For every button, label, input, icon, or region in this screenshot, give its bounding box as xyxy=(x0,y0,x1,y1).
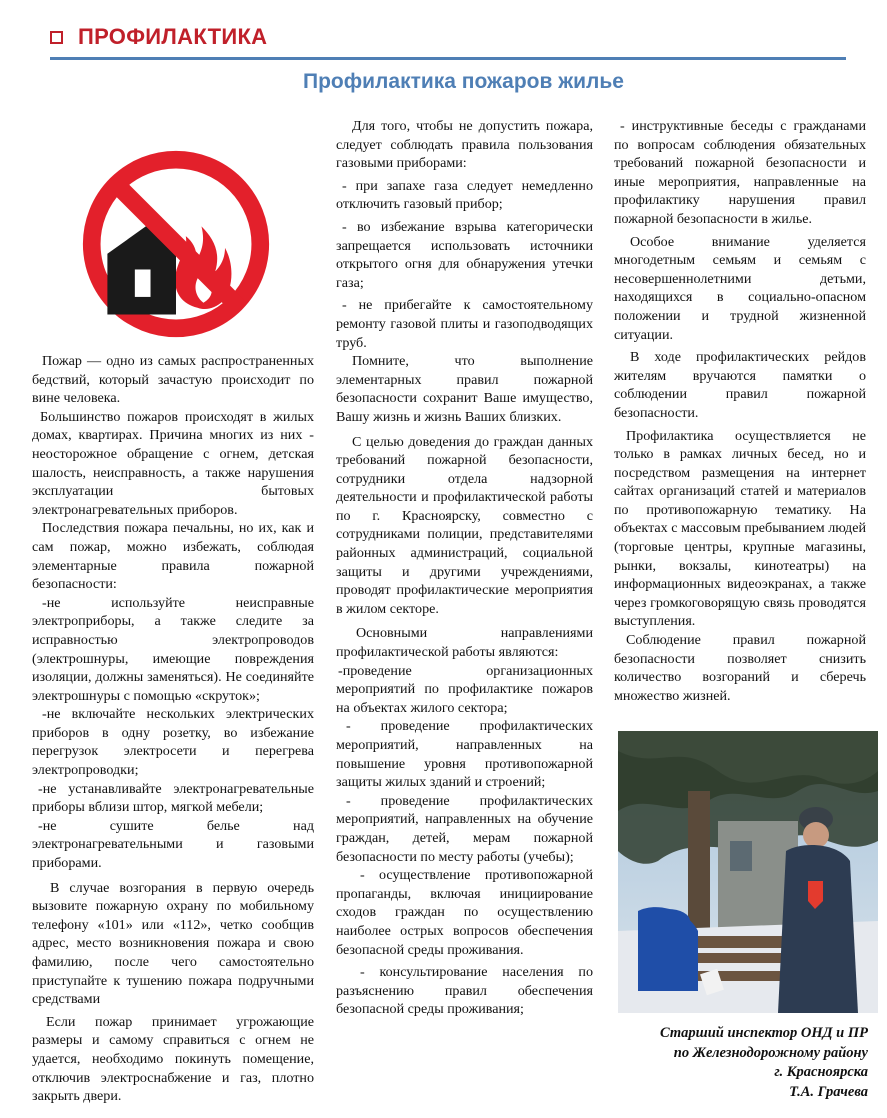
photo-caption xyxy=(600,1024,868,1102)
paragraph: - проведение профилактических мероприятий, направленных на обучение граждан, детей, мерам пожарной безопасности по месту работы (учебы); xyxy=(336,792,593,865)
paragraph: -не используйте неисправные электроприборы, а также следите за исправностью электропроводов (электрошнуры, имеющие повреждения изоляции, должны заменяться). Не соединяйте электрошнуры с помощью «скруток»; xyxy=(32,594,314,704)
paragraph: Последствия пожара печальны, но их, как и сам пожар, можно избежать, соблюдая элементарные правила пожарной безопасности: xyxy=(32,520,314,593)
paragraph: - во избежание взрыва категорически запрещается использовать источники открытого огня для обнаружения утечки газа; xyxy=(336,218,593,291)
caption-line: по Железнодорожному району xyxy=(673,1044,868,1061)
article-column-2 xyxy=(336,117,593,1019)
paragraph: - инструктивные беседы с гражданами по вопросам соблюдения обязательных требований пожарной безопасности и иные мероприятия, направленные на профилактику нарушения правил пожарной безопасности в жилье. xyxy=(614,118,866,227)
paragraph: - не прибегайте к самостоятельному ремонту газовой плиты и газоподводящих труб. xyxy=(336,297,593,351)
paragraph: Пожар — одно из самых распространенных бедствий, который зачастую происходит по вине человека. xyxy=(32,353,314,407)
paragraph: - осуществление противопожарной пропаганды, включая инициирование сходов граждан по осуществлению наиболее острых вопросов обеспечения безопасной среды проживания. xyxy=(336,867,593,958)
paragraph: Основными направлениями профилактической работы являются: xyxy=(336,625,593,661)
paragraph: Помните, что выполнение элементарных правил пожарной безопасности сохранит Ваше имущество, Вашу жизнь и жизнь Ваших близких. xyxy=(336,353,593,425)
paragraph: Если пожар принимает угрожающие размеры и самому справиться с огнем не удается, необходимо покинуть помещение, отключив электроснабжение и газ, плотно закрыть двери. xyxy=(32,1013,314,1105)
paragraph: -проведение организационных мероприятий по профилактике пожаров на объектах жилого сектора; xyxy=(336,662,593,716)
paragraph: Профилактика осуществляется не только в рамках личных бесед, но и посредством размещения на интернет сайтах организаций статей и материалов по противопожарную тематику. На объектах с массовым пребыванием людей (торговые центры, крупные магазины, рынки, вокзалы, кинотеатры) на информационных видеоэкранах, а также через громкоговорящую связь проводятся выступления. xyxy=(614,427,867,630)
paragraph: С целью доведения до граждан данных требований пожарной безопасности, сотрудники отдела надзорной деятельности и профилактической работы по г. Красноярску, совместно с сотрудниками полиции, представителями районных администраций, социальной защиты и другими учреждениями, проводят профилактические мероприятия в жилом секторе. xyxy=(336,433,593,617)
paragraph: Для того, чтобы не допустить пожара, следует соблюдать правила пользования газовыми приборами: xyxy=(336,118,593,172)
paragraph: - при запахе газа следует немедленно отключить газовый прибор; xyxy=(336,177,593,213)
paragraph: -не устанавливайте электронагревательные приборы вблизи штор, мягкой мебели; xyxy=(32,780,314,816)
paragraph: Соблюдение правил пожарной безопасности позволяет снизить количество возгораний и сберечь множество жизней. xyxy=(614,632,866,704)
paragraph: - проведение профилактических мероприятий, направленных на повышение уровня противопожарной защиты жилых зданий и строений; xyxy=(336,718,593,791)
header-divider xyxy=(50,57,846,60)
caption-line: Старший инспектор ОНД и ПР xyxy=(659,1025,868,1041)
section-title: ПРОФИЛАКТИКА xyxy=(78,24,268,49)
article-column-1 xyxy=(32,352,314,1106)
paragraph: В ходе профилактических рейдов жителям вручаются памятки о соблюдении правил пожарной безопасности. xyxy=(614,349,866,421)
inspection-photo xyxy=(618,731,878,1013)
paragraph: В случае возгорания в первую очередь вызовите пожарную охрану по мобильному телефону «101» или «112», четко сообщив адрес, место возникновения пожара и свою фамилию, после чего самостоятельно приступайте к тушению пожара подручными средствами xyxy=(32,879,314,1008)
paragraph: -не включайте нескольких электрических приборов в одну розетку, во избежание перегрузок электросети и перегрева электропроводки; xyxy=(32,706,314,779)
paragraph: Особое внимание уделяется многодетным семьям и семьям с несовершеннолетними детьми, находящихся в социально-опасном положении и трудной жизненной ситуации. xyxy=(614,233,866,343)
no-fire-sign-icon xyxy=(78,146,274,342)
paragraph: -не сушите белье над электронагревательными и газовыми приборами. xyxy=(32,817,314,872)
article-column-3 xyxy=(614,117,866,705)
checkbox-icon xyxy=(50,31,63,44)
caption-line: г. Красноярска xyxy=(774,1064,868,1080)
caption-line: Т.А. Грачева xyxy=(789,1083,868,1100)
article-title: Профилактика пожаров жилье xyxy=(303,70,624,93)
section-header xyxy=(50,24,850,58)
paragraph: - консультирование населения по разъяснению правил обеспечения безопасной среды проживания; xyxy=(336,964,593,1018)
paragraph: Большинство пожаров происходят в жилых домах, квартирах. Причина многих из них - неосторожное обращение с огнем, детская шалость, неисправность, а также нарушения эксплуатации бытовых электронагревательных приборов. xyxy=(32,408,314,518)
